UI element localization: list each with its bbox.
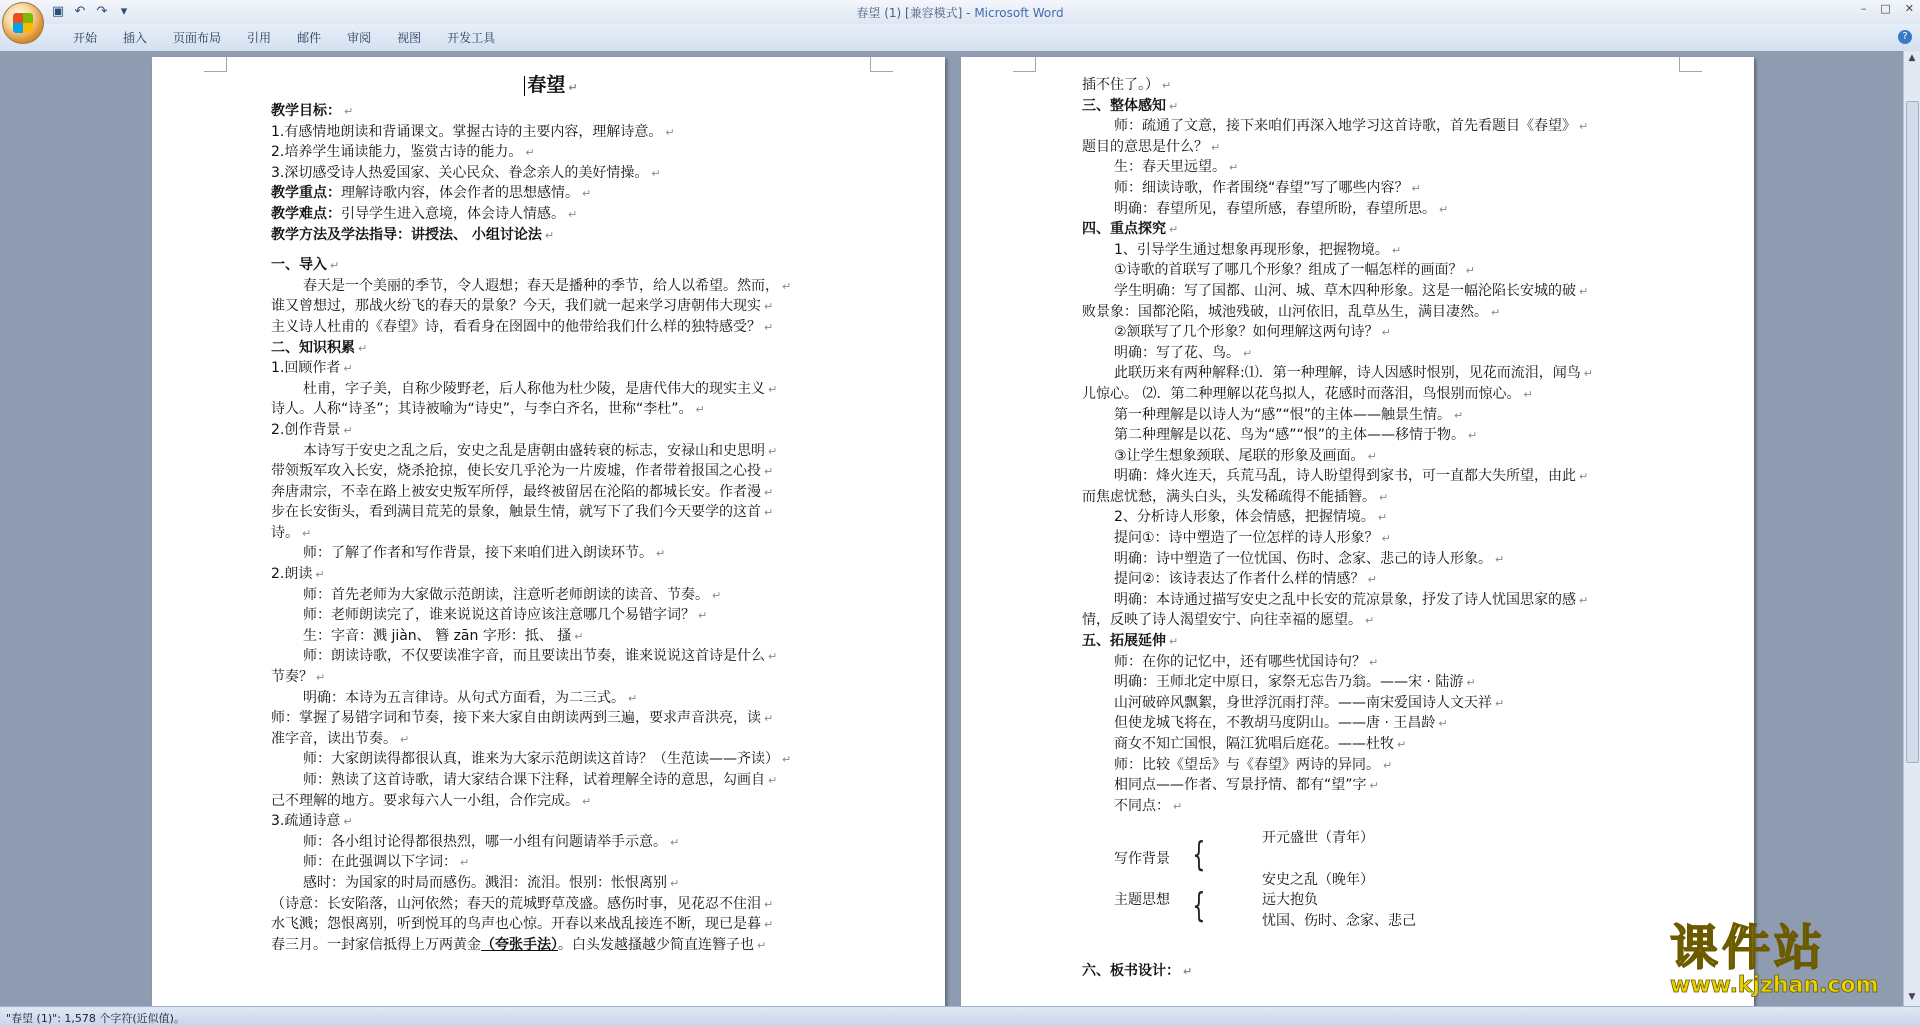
paragraph-line: [271, 646, 831, 667]
comparison-item: 开元盛世（青年）: [1262, 830, 1374, 847]
paragraph-mark-icon: ↵: [1523, 387, 1533, 401]
paragraph-mark-icon: ↵: [568, 207, 578, 221]
paragraph-line: [1082, 713, 1642, 734]
paragraph-text: 明确：本诗通过描写安史之乱中长安的荒凉景象，抒发了诗人忧国思家的感: [1114, 591, 1576, 608]
paragraph-line: [271, 255, 831, 276]
page-left[interactable]: [152, 57, 945, 1006]
paragraph-text: 师：细读诗歌，作者围绕“春望”写了哪些内容？: [1114, 179, 1409, 196]
paragraph-line: [1082, 343, 1642, 364]
paragraph-line: [271, 399, 831, 420]
paragraph-text: 而焦虑忧愁，满头白头，头发稀疏得不能插簪。: [1082, 488, 1376, 505]
paragraph-mark-icon: ↵: [1169, 635, 1179, 649]
paragraph-text: 己不理解的地方。要求每六人一小组，合作完成。: [271, 792, 579, 809]
paragraph-mark-icon: ↵: [582, 187, 592, 201]
paragraph-mark-icon: ↵: [1381, 326, 1391, 340]
paragraph-line: [1082, 487, 1642, 508]
ribbon: [0, 24, 1920, 52]
paragraph-text: 2.朗读: [271, 566, 313, 583]
paragraph-line: [271, 667, 831, 688]
ribbon-tab[interactable]: 开发工具: [447, 31, 496, 45]
paragraph-line: [271, 122, 831, 143]
paragraph-mark-icon: ↵: [665, 125, 675, 139]
paragraph-text: 不同点：: [1114, 797, 1170, 814]
paragraph-text: 杜甫，字子美，自称少陵野老，后人称他为杜少陵，是唐代伟大的现实主义: [303, 380, 765, 397]
paragraph-line: [271, 832, 831, 853]
paragraph-line: [271, 770, 831, 791]
paragraph-mark-icon: ↵: [330, 259, 340, 273]
paragraph-mark-icon: ↵: [764, 918, 774, 932]
paragraph-mark-icon: ↵: [1369, 655, 1379, 669]
ribbon-tab[interactable]: 审阅: [347, 31, 372, 45]
paragraph-mark-icon: ↵: [768, 774, 778, 787]
paragraph-text: 3.疏通诗意: [271, 813, 341, 830]
paragraph-mark-icon: ↵: [764, 320, 774, 334]
paragraph-mark-icon: ↵: [525, 146, 535, 160]
crop-mark: [1013, 57, 1036, 72]
paragraph-line: [1082, 260, 1642, 281]
paragraph-text: 春三月。一封家信抵得上万两黄金: [271, 936, 481, 953]
paragraph-mark-icon: ↵: [1579, 284, 1589, 298]
ribbon-tab[interactable]: 插入: [123, 31, 148, 45]
paragraph-text: 此联历来有两种解释:⑴．第一种理解，诗人因感时恨别，见花而流泪，闻鸟: [1114, 365, 1581, 382]
paragraph-line: [271, 163, 831, 184]
ribbon-tab[interactable]: 开始: [73, 31, 98, 45]
paragraph-line: [1082, 219, 1642, 240]
paragraph-mark-icon: ↵: [782, 279, 792, 293]
paragraph-line: [271, 894, 831, 915]
save-icon[interactable]: ▣: [51, 4, 65, 19]
comparison-label: 写作背景: [1114, 850, 1170, 867]
paragraph-text: 明确：王师北定中原日，家祭无忘告乃翁。——宋 · 陆游: [1114, 674, 1464, 691]
paragraph-mark-icon: ↵: [544, 228, 555, 242]
paragraph-text: 本诗写于安史之乱之后，安史之乱是唐朝由盛转衰的标志，安禄山和史思明: [303, 442, 765, 459]
window-controls: [1861, 2, 1914, 15]
scroll-down-icon[interactable]: ▼: [1908, 992, 1916, 1002]
paragraph-text: 师：朗读诗歌，不仅要读准字音，而且要读出节奏，谁来说说这首诗是什么: [303, 648, 765, 665]
paragraph-mark-icon: ↵: [764, 300, 774, 314]
paragraph-text: 明确：烽火连天，兵荒马乱，诗人盼望得到家书，可一直都大失所望，由此: [1114, 468, 1576, 485]
window-title: [0, 4, 1920, 21]
paragraph-text: 明确：写了花、鸟。: [1114, 344, 1240, 361]
paragraph-line: [271, 523, 831, 544]
paragraph-text: 插不住了。）: [1082, 77, 1159, 93]
title-bar: [0, 0, 1920, 25]
paragraph-mark-icon: ↵: [1379, 490, 1389, 504]
paragraph-mark-icon: ↵: [344, 105, 354, 118]
page-right-content: [1082, 75, 1642, 982]
paragraph-line: [271, 585, 831, 606]
paragraph-text: 题目的意思是什么？: [1082, 138, 1208, 155]
paragraph-mark-icon: ↵: [764, 506, 774, 520]
paragraph-line: [1082, 610, 1642, 631]
paragraph-mark-icon: ↵: [757, 938, 767, 952]
ribbon-tab[interactable]: 邮件: [297, 31, 322, 45]
paragraph-line: [1082, 672, 1642, 693]
paragraph-line: [1082, 755, 1642, 776]
watermark-url: www.kjzhan.com: [1670, 973, 1879, 998]
paragraph-mark-icon: ↵: [1468, 429, 1478, 443]
paragraph-text: 一、导入: [271, 257, 327, 274]
paragraph-text: 师：大家朗读得都很认真，谁来为大家示范朗读这首诗？（生范读——齐读）: [303, 751, 779, 768]
paragraph-text: 第一种理解是以诗人为“感”“恨”的主体——触景生情。: [1114, 406, 1452, 423]
paragraph-text: 明确：春望所见，春望所感，春望所盼，春望所思。: [1114, 200, 1436, 217]
brace-icon: {: [1192, 886, 1206, 927]
paragraph-line: [1082, 590, 1642, 611]
paragraph-text: 败景象：国都沦陷，城池残破，山河依旧，乱草丛生，满目凄然。: [1082, 303, 1488, 320]
paragraph-text: 师：在此强调以下字词：: [303, 854, 457, 871]
paragraph-text: 春天是一个美丽的季节，令人遐想；春天是播种的季节，给人以希望。然而，: [303, 277, 779, 294]
brace-icon: {: [1192, 834, 1206, 875]
document-area[interactable]: [0, 51, 1904, 1006]
paragraph-text: 1.回顾作者: [271, 360, 341, 377]
paragraph-text-rest: 。白头发越搔越少简直连簪子也: [558, 936, 754, 953]
paragraph-line: [1082, 322, 1642, 343]
paragraph-line: [1082, 96, 1642, 117]
comparison-row: [1082, 828, 1642, 849]
paragraph-text: 3.深切感受诗人热爱国家、关心民众、眷念亲人的美好情操。: [271, 164, 649, 181]
paragraph-text: 提问②：该诗表达了作者什么样的情感？: [1114, 571, 1365, 588]
page-right[interactable]: [961, 57, 1754, 1006]
section-heading: 六、板书设计：: [1082, 963, 1180, 980]
paragraph-line: [1082, 775, 1642, 796]
help-icon[interactable]: ?: [1898, 30, 1912, 44]
customize-icon[interactable]: ▾: [120, 4, 128, 19]
paragraph-text: 山河破碎风飘絮，身世浮沉雨打萍。——南宋爱国诗人文天祥: [1114, 694, 1492, 711]
paragraph-line: [271, 482, 831, 503]
paragraph-text: 提问①：诗中塑造了一位怎样的诗人形象？: [1114, 530, 1379, 547]
ribbon-tab[interactable]: 视图: [397, 31, 422, 45]
comparison-label: 主题思想: [1114, 892, 1170, 909]
paragraph-text: 教学方法及学法指导：讲授法、 小组讨论法: [271, 226, 542, 243]
paragraph-text: 五、拓展延伸: [1082, 633, 1166, 650]
paragraph-line: [1082, 425, 1642, 446]
paragraph-mark-icon: ↵: [768, 650, 778, 664]
paragraph-text: 1.有感情地朗读和背诵课文。掌握古诗的主要内容，理解诗意。: [271, 123, 663, 140]
paragraph-mark-icon: ↵: [1579, 470, 1589, 484]
paragraph-line: [1082, 549, 1642, 570]
paragraph-line: [271, 502, 831, 523]
paragraph-text: 2.创作背景: [271, 421, 341, 438]
paragraph-mark-icon: ↵: [400, 732, 410, 746]
paragraph-mark-icon: ↵: [628, 691, 638, 705]
paragraph-line: [271, 852, 831, 873]
paragraph-mark-icon: ↵: [315, 568, 325, 582]
paragraph-line: [271, 183, 831, 204]
paragraph-line: [1082, 116, 1642, 137]
paragraph-mark-icon: ↵: [343, 815, 353, 829]
close-button[interactable]: ✕: [1904, 2, 1914, 15]
paragraph-mark-icon: ↵: [1491, 305, 1501, 319]
paragraph-line: [1082, 199, 1642, 220]
comparison-item: 忧国、伤时、念家、悲己: [1262, 912, 1416, 929]
paragraph-line: [271, 317, 831, 338]
paragraph-mark-icon: ↵: [343, 362, 353, 376]
paragraph-mark-icon: ↵: [1495, 552, 1505, 566]
paragraph-text: 师：首先老师为大家做示范朗读，注意听老师朗读的读音、节奏。: [303, 586, 709, 603]
paragraph-text: 2、分析诗人形象，体会情感，把握情境。: [1114, 509, 1375, 526]
paragraph-mark-icon: ↵: [1211, 140, 1221, 154]
paragraph-text: 水飞溅；怨恨离别，听到悦耳的鸟声也心惊。开春以来战乱接连不断，现已是暮: [271, 916, 761, 933]
paragraph-text: （诗意：长安陷落，山河依然；春天的荒城野草茂盛。感伤时事，见花忍不住泪: [271, 895, 761, 912]
status-bar: [0, 1006, 1920, 1026]
paragraph-line: [271, 204, 831, 225]
paragraph-line: [1082, 446, 1642, 467]
paragraph-line: [271, 461, 831, 482]
document-title-text: 春望: [527, 74, 566, 96]
paragraph-mark-icon: ↵: [1495, 696, 1505, 710]
paragraph-mark-icon: ↵: [358, 341, 368, 355]
paragraph-line: [271, 688, 831, 709]
paragraph-line: [1082, 281, 1642, 302]
paragraph-text: 二、知识积累: [271, 339, 355, 356]
paragraph-text: 情，反映了诗人渴望安宁、向往幸福的愿望。: [1082, 612, 1362, 629]
paragraph-line: [271, 935, 831, 956]
paragraph-line: [271, 245, 831, 255]
paragraph-line: [271, 338, 831, 359]
paragraph-line: [1082, 384, 1642, 405]
paragraph-mark-icon: ↵: [768, 382, 778, 396]
paragraph-text-rest: 理解诗歌内容，体会作者的思想感情。: [341, 185, 579, 202]
watermark-title: 课件站: [1670, 920, 1827, 976]
paragraph-text: 师：老师朗读完了，谁来说说这首诗应该注意哪几个易错字词？: [303, 607, 695, 624]
scrollbar-thumb[interactable]: [1906, 101, 1919, 763]
paragraph-line: [271, 142, 831, 163]
paragraph-line: [271, 605, 831, 626]
ribbon-tabs: [60, 30, 508, 46]
paragraph-mark-icon: ↵: [1169, 223, 1179, 237]
paragraph-mark-icon: ↵: [1454, 408, 1464, 422]
vertical-scrollbar[interactable]: [1903, 51, 1920, 1006]
office-button[interactable]: [2, 2, 44, 44]
office-logo-icon: [13, 13, 33, 33]
paragraph-mark-icon: ↵: [670, 876, 680, 890]
paragraph-text: ①诗歌的首联写了哪几个形象？组成了一幅怎样的画面？: [1114, 262, 1463, 279]
paragraph-line: [1082, 363, 1642, 384]
paragraph-mark-icon: ↵: [695, 403, 705, 417]
paragraph-mark-icon: ↵: [764, 897, 774, 911]
paragraph-mark-icon: ↵: [712, 588, 722, 602]
paragraph-text-rest: 引导学生进入意境，体会诗人情感。: [341, 205, 565, 222]
paragraph-mark-icon: ↵: [651, 166, 661, 180]
paragraph-line: [271, 564, 831, 585]
paragraph-line: [271, 543, 831, 564]
ribbon-tab[interactable]: 页面布局: [173, 31, 222, 45]
paragraph-line: [1082, 528, 1642, 549]
paragraph-line: [1082, 75, 1642, 96]
paragraph-text: 步在长安街头，看到满目荒芜的景象，触景生情，就写下了我们今天要学的这首: [271, 504, 761, 521]
watermark: [1670, 922, 1900, 1002]
paragraph-mark-icon: ↵: [1169, 99, 1179, 113]
paragraph-text: 准字音，读出节奏。: [271, 730, 397, 747]
comparison-row: [1082, 911, 1642, 932]
paragraph-mark-icon: ↵: [1465, 264, 1475, 278]
paragraph-text: 带领叛军攻入长安，烧杀抢掠，使长安几乎沦为一片废墟，作者带着报国之心投: [271, 463, 761, 480]
paragraph-line: [1082, 652, 1642, 673]
paragraph-text: 四、重点探究: [1082, 221, 1166, 238]
paragraph-line: [271, 358, 831, 379]
paragraph-mark-icon: ↵: [1367, 449, 1377, 463]
paragraph-text: 诗。: [271, 524, 299, 541]
paragraph-line: [1082, 302, 1642, 323]
paragraph-text: 学生明确：写了国都、山河、城、草木四种形象。这是一幅沦陷长安城的破: [1114, 282, 1576, 299]
paragraph-line: [1082, 157, 1642, 178]
paragraph-line: [1082, 693, 1642, 714]
paragraph-line: [1082, 178, 1642, 199]
paragraph-mark-icon: ↵: [764, 712, 774, 726]
paragraph-text: 第二种理解是以花、鸟为“感”“恨”的主体——移情于物。: [1114, 427, 1466, 444]
paragraph-line: [271, 379, 831, 400]
paragraph-mark-icon: ↵: [1583, 367, 1593, 381]
paragraph-text: ③让学生想象颈联、尾联的形象及画面。: [1114, 447, 1365, 464]
paragraph-line: [271, 276, 831, 297]
paragraph-line: [271, 873, 831, 894]
paragraph-text: 师：各小组讨论得都很热烈，哪一小组有问题请举手示意。: [303, 833, 667, 850]
text-cursor: [524, 76, 525, 96]
paragraph-line: [1082, 631, 1642, 652]
paragraph-mark-icon: ↵: [1229, 161, 1239, 175]
undo-icon[interactable]: ↶: [74, 4, 86, 19]
crop-mark: [870, 57, 893, 72]
paragraph-line: [1082, 137, 1642, 158]
paragraph-text: ②颔联写了几个形象？如何理解这两句诗？: [1114, 324, 1379, 341]
paragraph-line: [271, 441, 831, 462]
paragraph-text: 2.培养学生诵读能力，鉴赏古诗的能力。: [271, 144, 523, 161]
paragraph-line: [271, 708, 831, 729]
paragraph-mark-icon: ↵: [1397, 738, 1407, 751]
paragraph-line: [271, 811, 831, 832]
paragraph-mark-icon: ↵: [1579, 120, 1589, 134]
paragraph-mark-icon: ↵: [1466, 676, 1476, 690]
paragraph-mark-icon: ↵: [1243, 346, 1253, 360]
paragraph-mark-icon: ↵: [1367, 573, 1377, 587]
paragraph-mark-icon: ↵: [1369, 779, 1379, 793]
paragraph-mark-icon: ↵: [1391, 243, 1402, 257]
paragraph-mark-icon: ↵: [316, 671, 326, 685]
emphasis-text: （夸张手法）: [481, 936, 558, 953]
paragraph-text: 明确：本诗为五言律诗。从句式方面看，为二三式。: [303, 689, 625, 706]
paragraph-line: 六、板书设计： ↵: [1082, 963, 1193, 980]
paragraph-text: 感时：为国家的时局而感伤。溅泪：流泪。恨别：怅恨离别: [303, 874, 667, 891]
page-left-content: [271, 69, 831, 955]
paragraph-line: [271, 296, 831, 317]
comparison-item: 安史之乱（晚年）: [1262, 871, 1374, 888]
maximize-button[interactable]: □: [1880, 2, 1891, 15]
paragraph-line: [1082, 734, 1642, 755]
paragraph-line: [271, 729, 831, 750]
paragraph-mark-icon: ↵: [1383, 758, 1393, 772]
paragraph-line: [1082, 569, 1642, 590]
paragraph-text: 生：字音：溅 jiàn、 簪 zān 字形：抵、 搔: [303, 627, 572, 644]
paragraph-text: 相同点——作者、写景抒情、都有“望”字: [1114, 777, 1367, 794]
paragraph-line: [1082, 796, 1642, 817]
crop-mark: [1679, 57, 1702, 72]
paragraph-mark-icon: ↵: [768, 444, 778, 458]
paragraph-mark-icon: ↵: [698, 609, 708, 623]
paragraph-mark-icon: ↵: [1381, 532, 1391, 546]
paragraph-mark-icon: ↵: [302, 526, 312, 540]
paragraph-text: 教学难点：: [271, 205, 341, 222]
paragraph-line: [271, 101, 831, 122]
paragraph-line: [271, 914, 831, 935]
paragraph-mark-icon: ↵: [343, 423, 353, 437]
paragraph-mark-icon: ↵: [1438, 717, 1448, 731]
paragraph-mark-icon: ↵: [1377, 511, 1388, 525]
paragraph-text: 教学目标：: [271, 103, 341, 119]
paragraph-mark-icon: ↵: [1579, 593, 1589, 607]
paragraph-mark-icon: ↵: [670, 835, 680, 849]
paragraph-line: [271, 791, 831, 812]
paragraph-text: 奔唐肃宗，不幸在路上被安史叛军所俘，最终被留居在沦陷的都城长安。作者漫: [271, 483, 761, 500]
paragraph-line: [1082, 507, 1642, 528]
paragraph-text: 商女不知亡国恨，隔江犹唱后庭花。——杜牧: [1114, 736, 1394, 752]
window-title-doc: 春望 (1) [兼容模式] -: [856, 6, 975, 20]
paragraph-mark-icon: ↵: [656, 547, 666, 561]
paragraph-text: 1、引导学生通过想象再现形象，把握物境。: [1114, 241, 1389, 258]
ribbon-tab[interactable]: 引用: [247, 31, 272, 45]
paragraph-mark-icon: ↵: [1411, 181, 1421, 195]
paragraph-text: 主义诗人杜甫的《春望》诗，看看身在囹圄中的他带给我们什么样的独特感受？: [271, 318, 761, 335]
document-title: 春望 ↵: [271, 69, 831, 101]
paragraph-text: 师：在你的记忆中，还有哪些忧国诗句？: [1114, 653, 1366, 670]
paragraph-line: [271, 420, 831, 441]
paragraph-line: [1082, 405, 1642, 426]
paragraph-text: 三、整体感知: [1082, 97, 1166, 114]
paragraph-text: 谁又曾想过，那战火纷飞的春天的景象？今天，我们就一起来学习唐朝伟大现实: [271, 298, 761, 315]
paragraph-text: 教学重点：: [271, 185, 341, 202]
paragraph-mark-icon: ↵: [764, 465, 774, 479]
paragraph-text: 生：春天里远望。: [1114, 159, 1226, 176]
paragraph-mark-icon: ↵: [1365, 614, 1375, 628]
paragraph-text: 师：了解了作者和写作背景，接下来咱们进入朗读环节。: [303, 545, 653, 562]
minimize-button[interactable]: –: [1860, 2, 1867, 15]
paragraph-text: 师：疏通了文意，接下来咱们再深入地学习这首诗歌，首先看题目《春望》: [1114, 118, 1576, 135]
status-text: "春望 (1)": 1,578 个字符(近似值)。: [6, 1012, 185, 1025]
paragraph-text: 师：熟读了这首诗歌，请大家结合课下注释，试着理解全诗的意思，勾画自: [303, 772, 765, 788]
paragraph-line: [271, 749, 831, 770]
comparison-row: [1082, 870, 1642, 891]
paragraph-mark-icon: ↵: [1173, 799, 1183, 813]
paragraph-text: 儿惊心。 ⑵．第二种理解以花鸟拟人，花感时而落泪，鸟恨别而惊心。: [1082, 385, 1521, 402]
comparison-item: 远大抱负: [1262, 892, 1318, 909]
paragraph-line: [1082, 240, 1642, 261]
paragraph-mark-icon: ↵: [782, 753, 792, 767]
paragraph-text: 诗人。人称“诗圣”；其诗被喻为“诗史”，与李白齐名，世称“李杜”。: [271, 401, 693, 418]
paragraph-text: 师：掌握了易错字词和节奏，接下来大家自由朗读两到三遍，要求声音洪亮，读: [271, 710, 761, 727]
paragraph-text: 明确：诗中塑造了一位忧国、伤时、念家、悲己的诗人形象。: [1114, 550, 1492, 567]
scroll-up-icon[interactable]: ▲: [1908, 53, 1916, 63]
redo-icon[interactable]: ↷: [96, 4, 108, 19]
paragraph-mark-icon: ↵: [582, 794, 592, 808]
paragraph-mark-icon: ↵: [764, 485, 774, 499]
paragraph-text: 但使龙城飞将在，不教胡马度阴山。——唐 · 王昌龄: [1114, 715, 1436, 732]
paragraph-mark-icon: ↵: [1439, 202, 1449, 216]
crop-mark: [204, 57, 227, 72]
paragraph-mark-icon: ↵: [460, 856, 470, 870]
paragraph-mark-icon: ↵: [574, 629, 584, 643]
paragraph-text: 师：比较《望岳》与《春望》两诗的异同。: [1114, 756, 1380, 773]
window-title-app: Microsoft Word: [974, 6, 1064, 20]
paragraph-text: 节奏？: [271, 669, 313, 686]
paragraph-line: [1082, 466, 1642, 487]
paragraph-line: [271, 225, 831, 246]
paragraph-line: [271, 626, 831, 647]
paragraph-mark-icon: ↵: [1162, 79, 1172, 92]
